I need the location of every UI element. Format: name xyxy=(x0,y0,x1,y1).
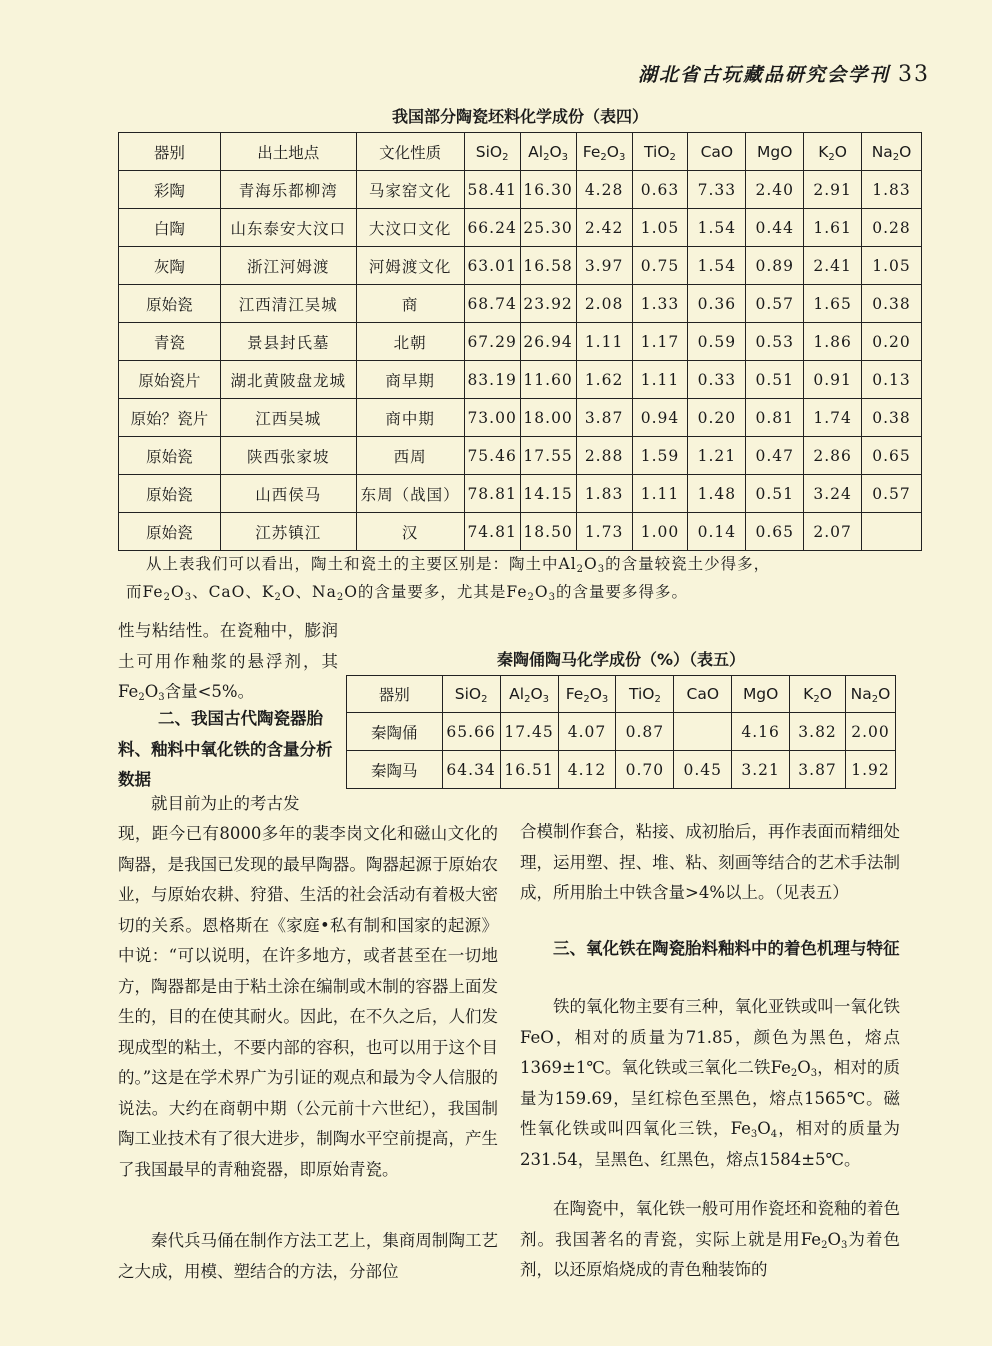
table5-cell: 3.87 xyxy=(790,751,846,789)
table4-cell: 商 xyxy=(356,285,464,323)
table4-header-cell: 出土地点 xyxy=(220,133,356,171)
table4-cell: 2.08 xyxy=(576,285,632,323)
table4-cell: 0.65 xyxy=(746,513,804,551)
table4-cell: 1.54 xyxy=(688,209,746,247)
table4-cell: 0.38 xyxy=(862,285,922,323)
table4-cell: 北朝 xyxy=(356,323,464,361)
table4-cell: 西周 xyxy=(356,437,464,475)
table4-cell: 0.81 xyxy=(746,399,804,437)
table4-cell: 0.75 xyxy=(632,247,688,285)
table4-cell: 0.14 xyxy=(688,513,746,551)
table5-header-cell: CaO xyxy=(674,676,732,713)
table4-cell: 0.57 xyxy=(862,475,922,513)
table5-row xyxy=(347,713,896,751)
table4-cell: 16.58 xyxy=(520,247,576,285)
table4-row-label: 白陶 xyxy=(119,209,221,247)
table4-cell: 0.91 xyxy=(804,361,862,399)
table5-row-label: 秦陶马 xyxy=(347,751,443,789)
left-paragraph-b-start: 就目前为止的考古发 xyxy=(151,794,300,813)
table4-cell: 16.30 xyxy=(520,171,576,209)
table4-header-cell: MgO xyxy=(746,133,804,171)
table4-cell: 大汶口文化 xyxy=(356,209,464,247)
table4-header-cell: $Fe_2O_3$ xyxy=(576,133,632,171)
table4-row-label: 彩陶 xyxy=(119,171,221,209)
table5-header-cell: MgO xyxy=(732,676,790,713)
table4-cell: 78.81 xyxy=(464,475,520,513)
table4-cell: 0.20 xyxy=(688,399,746,437)
table4-cell: 2.42 xyxy=(576,209,632,247)
table4-note-line1: 从上表我们可以看出，陶土和瓷土的主要区别是：陶土中$Al_2O_3$的含量较瓷土少得多， xyxy=(146,555,771,575)
table4-cell: 0.51 xyxy=(746,475,804,513)
table4-cell: 4.28 xyxy=(576,171,632,209)
table4-header-cell: $Na_2O$ xyxy=(862,133,922,171)
left-paragraph-b: 现，距今已有8000多年的裴李岗文化和磁山文化的陶器，是我国已发现的最早陶器。陶器起源于原始农业，与原始农耕、狩猎、生活的社会活动有着极大密切的关系。恩格斯在《家庭•私有制和国家的起源》中说：“可以说明，在许多地方，或者甚至在一切地方，陶器都是由于粘土涂在编制或木制的容器上面发生的，目的在使其耐火。因此，在不久之后，人们发现成型的粘土，不要内部的容积，也可以用于这个目的。”这是在学术界广为引证的观点和最为令人信服的说法。大约在商朝中期（公元前十六世纪），我国制陶工业技术有了很大进步，制陶水平空前提高，产生了我国最早的青釉瓷器，即原始青瓷。 xyxy=(118,824,498,1179)
table4-cell: 1.11 xyxy=(632,361,688,399)
table4-cell: 1.05 xyxy=(632,209,688,247)
table4-cell: 26.94 xyxy=(520,323,576,361)
table4-row-label: 原始？瓷片 xyxy=(119,399,221,437)
table4-cell: 青海乐都柳湾 xyxy=(220,171,356,209)
table4-cell: 1.11 xyxy=(632,475,688,513)
table4-caption: 我国部分陶瓷坯料化学成份（表四） xyxy=(391,107,648,126)
table4-cell: 75.46 xyxy=(464,437,520,475)
table4-cell: 河姆渡文化 xyxy=(356,247,464,285)
table4-cell: 1.73 xyxy=(576,513,632,551)
section3-heading: 三、氧化铁在陶瓷胎料釉料中的着色机理与特征 xyxy=(553,939,900,958)
table4-cell: 1.74 xyxy=(804,399,862,437)
table4-header-cell: CaO xyxy=(688,133,746,171)
table4-header-cell: $Al_2O_3$ xyxy=(520,133,576,171)
table5-header-row xyxy=(347,676,896,713)
table4-cell: 18.50 xyxy=(520,513,576,551)
table4-cell: 23.92 xyxy=(520,285,576,323)
table4-cell: 0.47 xyxy=(746,437,804,475)
table4-cell: 东周（战国） xyxy=(356,475,464,513)
table4-row-label: 原始瓷 xyxy=(119,513,221,551)
table4-cell: 3.87 xyxy=(576,399,632,437)
table5-cell: 4.16 xyxy=(732,713,790,751)
table4-header-row xyxy=(119,133,922,171)
table5-cell: 16.51 xyxy=(500,751,558,789)
table4-cell: 商早期 xyxy=(356,361,464,399)
table4-row xyxy=(119,247,922,285)
table4-row-label: 原始瓷 xyxy=(119,437,221,475)
table5-header-cell: $K_2O$ xyxy=(790,676,846,713)
journal-title: 湖北省古玩藏品研究会学刊 xyxy=(637,64,890,86)
table5-header-cell: TiO$_2$ xyxy=(616,676,674,713)
table4-cell: 58.41 xyxy=(464,171,520,209)
table4-cell: 山东泰安大汶口 xyxy=(220,209,356,247)
right-paragraph-c: 在陶瓷中，氧化铁一般可用作瓷坯和瓷釉的着色剂。我国著名的青瓷，实际上就是用$Fe_2O_3$为着色剂，以还原焰烧成的青色釉装饰的 xyxy=(520,1199,901,1279)
table4-cell: 3.97 xyxy=(576,247,632,285)
table4-row-label: 灰陶 xyxy=(119,247,221,285)
table4-cell: 1.17 xyxy=(632,323,688,361)
table4-row xyxy=(119,285,922,323)
table4-row xyxy=(119,475,922,513)
table4-cell: 0.13 xyxy=(862,361,922,399)
left-paragraph-a: 性与粘结性。在瓷釉中，膨润土可用作釉浆的悬浮剂，其$Fe_2O_3$含量<5%。 xyxy=(118,621,338,703)
table5-header-cell: $Fe_2O_3$ xyxy=(558,676,616,713)
table4-cell: 2.41 xyxy=(804,247,862,285)
table4-cell: 1.61 xyxy=(804,209,862,247)
table4-cell: 1.05 xyxy=(862,247,922,285)
table5-header-cell: $Na_2O$ xyxy=(845,676,895,713)
table5-caption: 秦陶俑陶马化学成份（%）（表五） xyxy=(496,650,746,669)
table4-cell: 18.00 xyxy=(520,399,576,437)
table4-cell: 11.60 xyxy=(520,361,576,399)
table4-cell: 0.57 xyxy=(746,285,804,323)
table4-cell: 83.19 xyxy=(464,361,520,399)
table4-cell: 0.36 xyxy=(688,285,746,323)
table4-cell: 浙江河姆渡 xyxy=(220,247,356,285)
table4-header-cell: $K_2O$ xyxy=(804,133,862,171)
table4-cell: 湖北黄陂盘龙城 xyxy=(220,361,356,399)
table4-cell: 1.62 xyxy=(576,361,632,399)
page-number: 33 xyxy=(898,62,930,87)
right-paragraph-a: 合模制作套合，粘接、成初胎后，再作表面而精细处理，运用塑、捏、堆、粘、刻画等结合的艺术手法制成，所用胎土中铁含量>4%以上。（见表五） xyxy=(520,822,900,902)
table4-cell: 2.91 xyxy=(804,171,862,209)
table4-cell: 1.11 xyxy=(576,323,632,361)
table4-cell: 商中期 xyxy=(356,399,464,437)
table4-cell: 63.01 xyxy=(464,247,520,285)
table4-row xyxy=(119,399,922,437)
table4-cell: 2.07 xyxy=(804,513,862,551)
table4-row xyxy=(119,323,922,361)
table4-cell: 2.86 xyxy=(804,437,862,475)
table4-cell: 马家窑文化 xyxy=(356,171,464,209)
table4-cell: 1.21 xyxy=(688,437,746,475)
table5-cell: 0.70 xyxy=(616,751,674,789)
table4-header-cell: SiO$_2$ xyxy=(464,133,520,171)
table4-row-label: 原始瓷 xyxy=(119,475,221,513)
table4-row xyxy=(119,171,922,209)
right-paragraph-b: 铁的氧化物主要有三种，氧化亚铁或叫一氧化铁FeO，相对的质量为71.85，颜色为黑色，熔点1369±1℃。氧化铁或三氧化二铁$Fe_2O_3$，相对的质量为159.69，呈红棕色至黑色，熔点1565℃。磁性氧化铁或叫四氧化三铁，$Fe_3O_4$，相对的质量为231.54，呈黑色、红黑色，熔点1584±5℃。 xyxy=(520,997,901,1169)
table4-cell: 0.89 xyxy=(746,247,804,285)
table4-cell: 江苏镇江 xyxy=(220,513,356,551)
table4-cell: 1.33 xyxy=(632,285,688,323)
table4-cell: 17.55 xyxy=(520,437,576,475)
running-header xyxy=(638,60,930,87)
table5-cell: 0.87 xyxy=(616,713,674,751)
table4-cell: 2.88 xyxy=(576,437,632,475)
table4-cell: 73.00 xyxy=(464,399,520,437)
table4-cell: 0.59 xyxy=(688,323,746,361)
table4-row-label: 原始瓷片 xyxy=(119,361,221,399)
table4-cell: 山西侯马 xyxy=(220,475,356,513)
table5-cell: 4.07 xyxy=(558,713,616,751)
table4-cell: 66.24 xyxy=(464,209,520,247)
table4-note-line2: 而$Fe_2O_3$、CaO、$K_2O$、$Na_2O$的含量要多，尤其是$Fe_2O_3$的含量要多得多。 xyxy=(126,583,688,603)
table5-cell: 17.45 xyxy=(500,713,558,751)
table4-row xyxy=(119,513,922,551)
left-paragraph-c: 秦代兵马俑在制作方法工艺上，集商周制陶工艺之大成，用模、塑结合的方法，分部位 xyxy=(118,1231,498,1281)
table4-cell: 0.94 xyxy=(632,399,688,437)
table5-row-label: 秦陶俑 xyxy=(347,713,443,751)
table4-cell: 0.28 xyxy=(862,209,922,247)
table5-cell: 0.45 xyxy=(674,751,732,789)
table4-cell: 汉 xyxy=(356,513,464,551)
table4-cell: 景县封氏墓 xyxy=(220,323,356,361)
table4-cell: 1.83 xyxy=(862,171,922,209)
table4-cell: 1.48 xyxy=(688,475,746,513)
table5-cell: 3.82 xyxy=(790,713,846,751)
table5-cell: 65.66 xyxy=(442,713,500,751)
table4-cell: 江西清江吴城 xyxy=(220,285,356,323)
table5-header-cell: SiO$_2$ xyxy=(442,676,500,713)
table4-cell: 0.38 xyxy=(862,399,922,437)
table4-cell: 2.40 xyxy=(746,171,804,209)
table4-cell: 1.59 xyxy=(632,437,688,475)
table5-header-cell: $Al_2O_3$ xyxy=(500,676,558,713)
table4-cell: 1.65 xyxy=(804,285,862,323)
table4-cell: 14.15 xyxy=(520,475,576,513)
table5-cell: 4.12 xyxy=(558,751,616,789)
table4-cell: 67.29 xyxy=(464,323,520,361)
table4-row xyxy=(119,361,922,399)
table4-row-label: 青瓷 xyxy=(119,323,221,361)
table4-row xyxy=(119,437,922,475)
table4-cell: 1.83 xyxy=(576,475,632,513)
table4-cell: 0.20 xyxy=(862,323,922,361)
table4-cell: 1.86 xyxy=(804,323,862,361)
table4-header-cell: TiO$_2$ xyxy=(632,133,688,171)
table4-cell: 0.51 xyxy=(746,361,804,399)
table5-cell xyxy=(674,713,732,751)
table5-header-cell: 器别 xyxy=(347,676,443,713)
table4-cell: 68.74 xyxy=(464,285,520,323)
table4-cell: 0.65 xyxy=(862,437,922,475)
table4-cell: 7.33 xyxy=(688,171,746,209)
table5 xyxy=(346,675,896,789)
table4-row-label: 原始瓷 xyxy=(119,285,221,323)
table4-cell: 陕西张家坡 xyxy=(220,437,356,475)
table4-cell: 0.33 xyxy=(688,361,746,399)
table4 xyxy=(118,132,922,551)
table4-cell: 3.24 xyxy=(804,475,862,513)
table5-cell: 2.00 xyxy=(845,713,895,751)
table5-row xyxy=(347,751,896,789)
table5-cell: 3.21 xyxy=(732,751,790,789)
table4-header-cell: 器别 xyxy=(119,133,221,171)
table4-cell: 0.63 xyxy=(632,171,688,209)
table5-cell: 64.34 xyxy=(442,751,500,789)
table4-cell: 0.44 xyxy=(746,209,804,247)
table4-cell: 江西吴城 xyxy=(220,399,356,437)
table4-row xyxy=(119,209,922,247)
table4-cell: 1.54 xyxy=(688,247,746,285)
section2-heading: 二、我国古代陶瓷器胎料、釉料中氧化铁的含量分析数据 xyxy=(118,709,333,789)
table4-cell xyxy=(862,513,922,551)
table5-cell: 1.92 xyxy=(845,751,895,789)
table4-cell: 1.00 xyxy=(632,513,688,551)
table4-cell: 74.81 xyxy=(464,513,520,551)
table4-header-cell: 文化性质 xyxy=(356,133,464,171)
table4-cell: 0.53 xyxy=(746,323,804,361)
table4-cell: 25.30 xyxy=(520,209,576,247)
